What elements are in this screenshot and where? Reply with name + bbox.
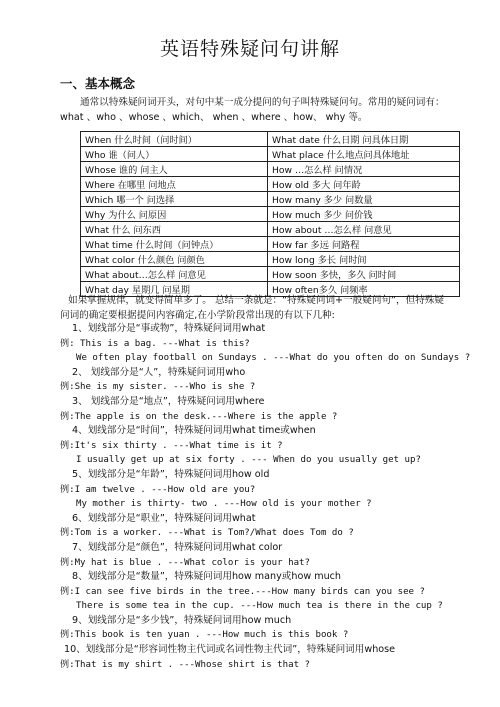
question-word-table: [80, 131, 460, 297]
rule-item: 9、划线部分是“多少钱”，特殊疑问词用how much: [72, 614, 292, 626]
example-line: 例:This book is ten yuan . ---How much is this book ?: [60, 630, 349, 641]
table-cell-right: How often多久 问频率: [268, 282, 460, 297]
rule-item: 10、划线部分是“形容词性物主代词或名词性物主代词”，特殊疑问词用whose: [64, 644, 396, 656]
example-line: 例:I can see five birds in the tree.---How many birds can you see ?: [60, 586, 425, 597]
table-cell-right: What place 什么地点问具体地址: [268, 147, 460, 162]
rule-list: [60, 322, 480, 672]
table-cell-left: What time 什么时间（问钟点）: [81, 237, 268, 252]
rule-item: 8、划线部分是“数量”，特殊疑问词用how many或how much: [72, 571, 341, 583]
table-row: [81, 177, 460, 192]
table-cell-left: What 什么 问东西: [81, 222, 268, 237]
table-cell-right: How far 多远 问路程: [268, 237, 460, 252]
table-cell-right: How long 多长 问时间: [268, 252, 460, 267]
rule-item: 4、划线部分是“时间”，特殊疑问词用what time或when: [72, 425, 316, 437]
table-cell-right: How about …怎么样 问意见: [268, 222, 460, 237]
table-cell-left: What color 什么颜色 问颜色: [81, 252, 268, 267]
page-title: 英语特殊疑问句讲解: [159, 38, 340, 60]
table-row: [81, 192, 460, 207]
table-cell-left: Why 为什么 问原因: [81, 207, 268, 222]
table-cell-right: How much 多少 问价钱: [268, 207, 460, 222]
table-cell-right: How …怎么样 问情况: [268, 162, 460, 177]
example-line: We often play football on Sundays . ---What do you often do on Sundays ?: [76, 353, 471, 364]
table-cell-right: What date 什么日期 问具体日期: [268, 132, 460, 147]
table-cell-right: How soon 多快，多久 问时间: [268, 267, 460, 282]
table-row: [81, 207, 460, 222]
table-row: [81, 252, 460, 267]
example-line: There is some tea in the cup. ---How much tea is there in the cup ?: [76, 601, 443, 612]
example-line: 例:My hat is blue . ---What color is your hat?: [60, 557, 310, 568]
table-cell-right: How old 多大 问年龄: [268, 177, 460, 192]
rule-item: 6、划线部分是“职业”，特殊疑问词用what: [72, 512, 256, 524]
table-row: [81, 147, 460, 162]
table-row: [81, 132, 460, 147]
table-row: [81, 162, 460, 177]
example-line: 例: This is a bag. ---What is this?: [60, 338, 250, 349]
table-row: [81, 267, 460, 282]
rule-paragraph: 如果掌握规律，就变得简单多了。 总结一条就是：“特殊疑问词+一般疑问句”，但特殊疑问词的确定要根据提问内容确定,在小学阶段常出现的有以下几种:: [60, 295, 444, 321]
example-line: 例:Tom is a worker. ---What is Tom?/What does Tom do ?: [60, 528, 354, 539]
intro-paragraph: 通常以特殊疑问词开头，对句中某一成分提问的句子叫特殊疑问句。常用的疑问词有：what 、who 、whose 、which、 when 、where 、how、 why 等。: [60, 97, 445, 123]
example-line: 例:That is my shirt . ---Whose shirt is that ?: [60, 659, 310, 670]
table-cell-left: Whose 谁的 问主人: [81, 162, 268, 177]
rule-item: 3、 划线部分是“地点”，特殊疑问词用where: [72, 395, 265, 407]
table-cell-left: What day 星期几 问星期: [81, 282, 268, 297]
rule-item: 5、划线部分是“年龄”，特殊疑问词用how old: [72, 468, 270, 480]
table-cell-left: Who 谁（问人）: [81, 147, 268, 162]
example-line: I usually get up at six forty . --- When do you usually get up?: [76, 455, 421, 466]
rule-item: 2、 划线部分是“人”，特殊疑问词用who: [72, 366, 246, 378]
example-line: 例:It's six thirty . ---What time is it ?: [60, 440, 283, 451]
section-heading: 一、基本概念: [60, 76, 136, 91]
example-line: 例:I am twelve . ---How old are you?: [60, 484, 256, 495]
rule-item: 7、划线部分是“颜色”，特殊疑问词用what color: [72, 541, 283, 553]
example-line: 例:The apple is on the desk.---Where is the apple ?: [60, 411, 338, 422]
table-cell-left: Where 在哪里 问地点: [81, 177, 268, 192]
table-cell-left: Which 哪一个 问选择: [81, 192, 268, 207]
example-line: My mother is thirty- two . ---How old is your mother ?: [76, 499, 372, 510]
example-line: 例:She is my sister. ---Who is she ?: [60, 382, 256, 393]
table-cell-right: How many 多少 问数量: [268, 192, 460, 207]
rule-item: 1、划线部分是“事或物”，特殊疑问词用what: [72, 323, 266, 334]
table-cell-left: What about…怎么样 问意见: [81, 267, 268, 282]
table-row: [81, 237, 460, 252]
table-cell-left: When 什么时间（问时间）: [81, 132, 268, 147]
table-row: [81, 222, 460, 237]
